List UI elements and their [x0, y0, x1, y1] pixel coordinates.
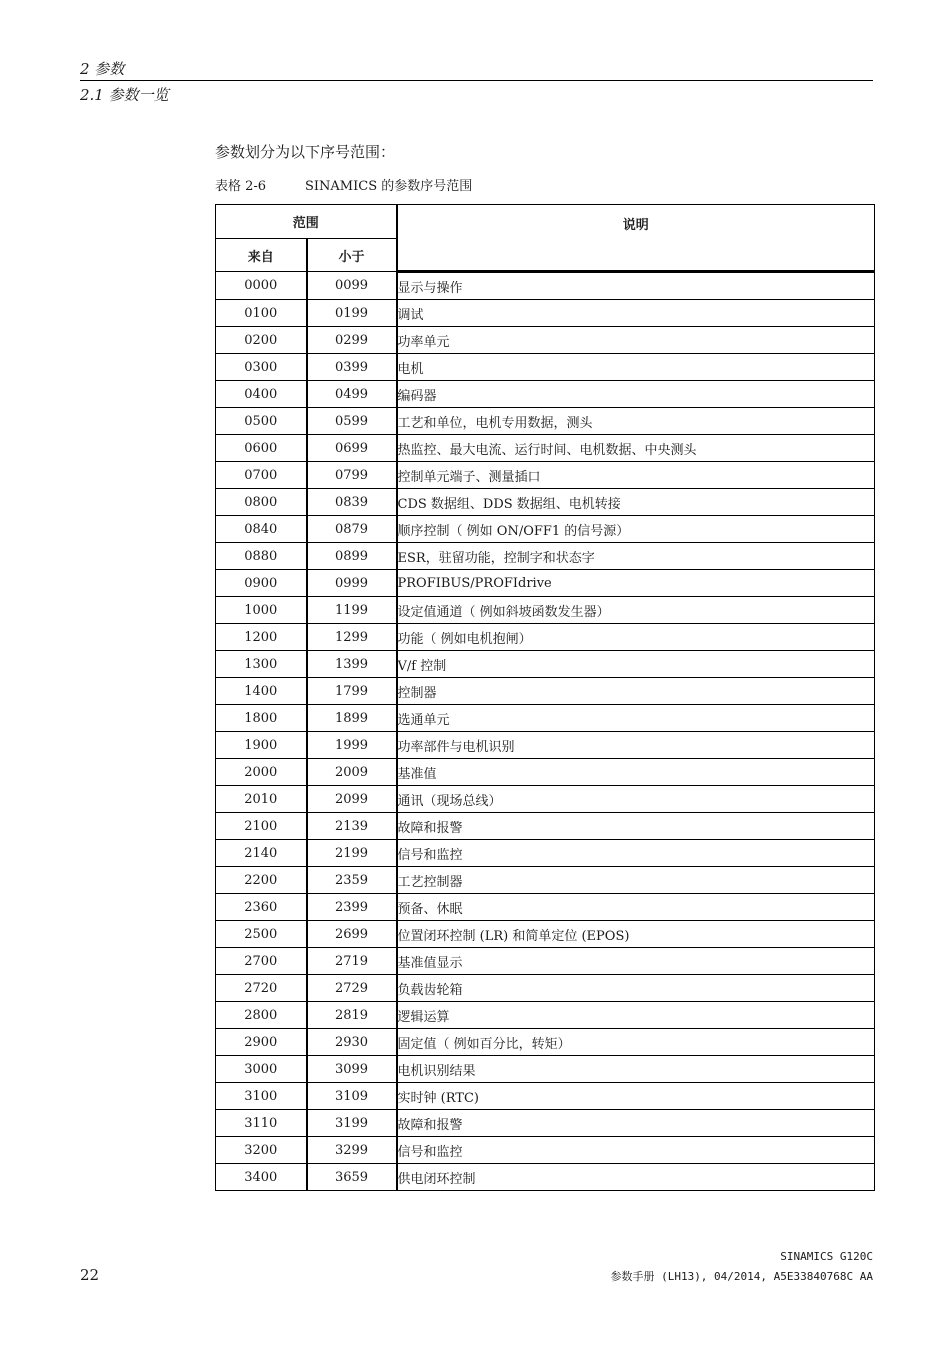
description-cell: 信号和监控 — [397, 840, 875, 867]
range-from-cell: 0100 — [216, 300, 307, 327]
description-cell: 工艺和单位，电机专用数据，测头 — [397, 408, 875, 435]
range-to-cell: 1299 — [307, 624, 397, 651]
description-cell: 设定值通道（ 例如斜坡函数发生器） — [397, 597, 875, 624]
range-from-cell: 2200 — [216, 867, 307, 894]
range-from-cell: 0600 — [216, 435, 307, 462]
range-from-cell: 3110 — [216, 1110, 307, 1137]
description-cell: 热监控、最大电流、运行时间、电机数据、中央测头 — [397, 435, 875, 462]
range-to-cell: 0799 — [307, 462, 397, 489]
table-row — [216, 1110, 875, 1137]
description-cell: 功率单元 — [397, 327, 875, 354]
range-to-cell: 1199 — [307, 597, 397, 624]
range-to-cell: 2099 — [307, 786, 397, 813]
description-cell: 选通单元 — [397, 705, 875, 732]
table-row — [216, 462, 875, 489]
description-cell: 显示与操作 — [397, 272, 875, 300]
range-to-cell: 2359 — [307, 867, 397, 894]
table-row — [216, 570, 875, 597]
range-to-cell: 2009 — [307, 759, 397, 786]
range-from-cell: 1900 — [216, 732, 307, 759]
table-row — [216, 975, 875, 1002]
range-to-cell: 0899 — [307, 543, 397, 570]
range-to-cell: 2139 — [307, 813, 397, 840]
description-cell: 故障和报警 — [397, 1110, 875, 1137]
table-row — [216, 597, 875, 624]
description-cell: 工艺控制器 — [397, 867, 875, 894]
chapter-heading: 2 参数 — [80, 60, 125, 78]
table-body — [216, 272, 875, 1191]
table-row — [216, 867, 875, 894]
range-from-cell: 2700 — [216, 948, 307, 975]
table-row — [216, 408, 875, 435]
table-row — [216, 894, 875, 921]
table-caption — [215, 178, 472, 196]
range-to-cell: 0199 — [307, 300, 397, 327]
table-row — [216, 1137, 875, 1164]
intro-text: 参数划分为以下序号范围： — [215, 143, 396, 161]
table-row — [216, 948, 875, 975]
description-cell: 功率部件与电机识别 — [397, 732, 875, 759]
section-heading: 2.1 参数一览 — [80, 86, 169, 104]
range-to-cell: 0299 — [307, 327, 397, 354]
range-to-cell: 0999 — [307, 570, 397, 597]
table-caption-title: SINAMICS 的参数序号范围 — [305, 179, 473, 194]
description-cell: 故障和报警 — [397, 813, 875, 840]
range-to-cell: 0499 — [307, 381, 397, 408]
range-from-cell: 2720 — [216, 975, 307, 1002]
table-row — [216, 732, 875, 759]
range-from-cell: 2100 — [216, 813, 307, 840]
table-row — [216, 759, 875, 786]
range-to-cell: 1999 — [307, 732, 397, 759]
range-from-cell: 1000 — [216, 597, 307, 624]
range-from-cell: 0300 — [216, 354, 307, 381]
range-from-cell: 3000 — [216, 1056, 307, 1083]
table-row — [216, 1083, 875, 1110]
range-to-cell: 0099 — [307, 272, 397, 300]
parameter-range-table — [215, 204, 875, 1191]
description-cell: 控制器 — [397, 678, 875, 705]
table-row — [216, 813, 875, 840]
description-cell: 负载齿轮箱 — [397, 975, 875, 1002]
table-row — [216, 651, 875, 678]
range-from-cell: 0700 — [216, 462, 307, 489]
header-from: 来自 — [216, 239, 307, 272]
range-from-cell: 2000 — [216, 759, 307, 786]
table-row — [216, 705, 875, 732]
range-from-cell: 0000 — [216, 272, 307, 300]
description-cell: 实时钟 (RTC) — [397, 1083, 875, 1110]
range-to-cell: 2399 — [307, 894, 397, 921]
range-from-cell: 0500 — [216, 408, 307, 435]
range-from-cell: 1800 — [216, 705, 307, 732]
range-to-cell: 1799 — [307, 678, 397, 705]
description-cell: 调试 — [397, 300, 875, 327]
header-description: 说明 — [397, 205, 875, 272]
range-from-cell: 1300 — [216, 651, 307, 678]
header-divider — [80, 80, 873, 81]
description-cell: 电机识别结果 — [397, 1056, 875, 1083]
range-to-cell: 2699 — [307, 921, 397, 948]
range-from-cell: 2010 — [216, 786, 307, 813]
range-to-cell: 3299 — [307, 1137, 397, 1164]
range-to-cell: 0399 — [307, 354, 397, 381]
table-row — [216, 921, 875, 948]
description-cell: 编码器 — [397, 381, 875, 408]
table-row — [216, 1164, 875, 1191]
table-row — [216, 543, 875, 570]
range-to-cell: 0839 — [307, 489, 397, 516]
range-to-cell: 0599 — [307, 408, 397, 435]
description-cell: 电机 — [397, 354, 875, 381]
range-from-cell: 2140 — [216, 840, 307, 867]
range-from-cell: 0400 — [216, 381, 307, 408]
range-from-cell: 0200 — [216, 327, 307, 354]
table-row — [216, 786, 875, 813]
header-range: 范围 — [216, 205, 397, 239]
description-cell: 功能（ 例如电机抱闸） — [397, 624, 875, 651]
range-to-cell: 3659 — [307, 1164, 397, 1191]
range-to-cell: 2930 — [307, 1029, 397, 1056]
range-from-cell: 1200 — [216, 624, 307, 651]
range-from-cell: 0840 — [216, 516, 307, 543]
range-to-cell: 0699 — [307, 435, 397, 462]
table-row — [216, 300, 875, 327]
page-number: 22 — [80, 1266, 100, 1284]
description-cell: V/f 控制 — [397, 651, 875, 678]
table-row — [216, 1056, 875, 1083]
table-row — [216, 1002, 875, 1029]
description-cell: ESR，驻留功能，控制字和状态字 — [397, 543, 875, 570]
range-from-cell: 3400 — [216, 1164, 307, 1191]
table-row — [216, 489, 875, 516]
description-cell: 控制单元端子、测量插口 — [397, 462, 875, 489]
table-caption-number: 表格 2-6 — [215, 179, 267, 194]
range-from-cell: 2900 — [216, 1029, 307, 1056]
table-row — [216, 354, 875, 381]
range-to-cell: 3109 — [307, 1083, 397, 1110]
range-from-cell: 2800 — [216, 1002, 307, 1029]
range-to-cell: 3099 — [307, 1056, 397, 1083]
description-cell: 逻辑运算 — [397, 1002, 875, 1029]
range-to-cell: 2819 — [307, 1002, 397, 1029]
table-row — [216, 272, 875, 300]
table-row — [216, 435, 875, 462]
description-cell: 通讯（现场总线） — [397, 786, 875, 813]
description-cell: 供电闭环控制 — [397, 1164, 875, 1191]
range-from-cell: 1400 — [216, 678, 307, 705]
range-to-cell: 2199 — [307, 840, 397, 867]
range-from-cell: 3200 — [216, 1137, 307, 1164]
table-row — [216, 516, 875, 543]
description-cell: 预备、休眠 — [397, 894, 875, 921]
range-from-cell: 0900 — [216, 570, 307, 597]
description-cell: PROFIBUS/PROFIdrive — [397, 570, 875, 597]
table-row — [216, 678, 875, 705]
footer-document: 参数手册 (LH13), 04/2014, A5E33840768C AA — [610, 1270, 873, 1283]
range-to-cell: 1399 — [307, 651, 397, 678]
table-row — [216, 1029, 875, 1056]
range-from-cell: 2500 — [216, 921, 307, 948]
range-to-cell: 1899 — [307, 705, 397, 732]
description-cell: 位置闭环控制 (LR) 和简单定位 (EPOS) — [397, 921, 875, 948]
range-to-cell: 3199 — [307, 1110, 397, 1137]
range-to-cell: 2719 — [307, 948, 397, 975]
table-row — [216, 624, 875, 651]
range-from-cell: 0800 — [216, 489, 307, 516]
range-to-cell: 0879 — [307, 516, 397, 543]
range-from-cell: 3100 — [216, 1083, 307, 1110]
range-from-cell: 2360 — [216, 894, 307, 921]
table-row — [216, 381, 875, 408]
table-row — [216, 840, 875, 867]
description-cell: 固定值（ 例如百分比，转矩） — [397, 1029, 875, 1056]
table-row — [216, 327, 875, 354]
description-cell: CDS 数据组、DDS 数据组、电机转接 — [397, 489, 875, 516]
range-from-cell: 0880 — [216, 543, 307, 570]
description-cell: 基准值显示 — [397, 948, 875, 975]
range-to-cell: 2729 — [307, 975, 397, 1002]
header-to: 小于 — [307, 239, 397, 272]
description-cell: 信号和监控 — [397, 1137, 875, 1164]
description-cell: 基准值 — [397, 759, 875, 786]
footer-product: SINAMICS G120C — [780, 1250, 873, 1263]
description-cell: 顺序控制（ 例如 ON/OFF1 的信号源） — [397, 516, 875, 543]
